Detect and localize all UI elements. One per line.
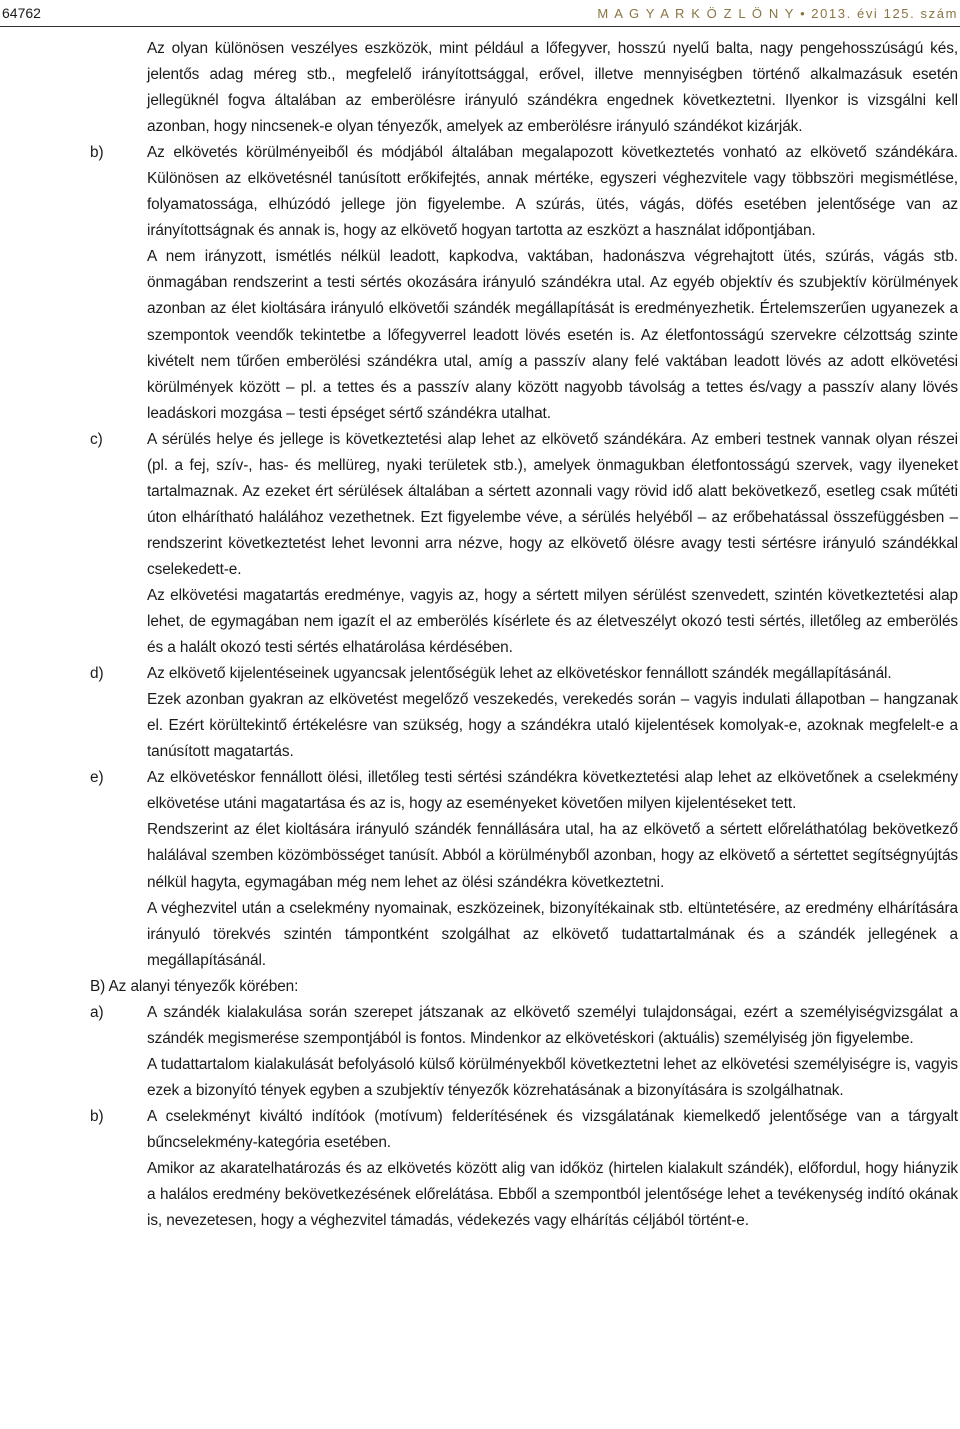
list-item-body [147, 427, 958, 661]
section-heading: B) Az alanyi tényezők körében: [90, 977, 299, 995]
list-marker: d) [90, 665, 104, 683]
list-item-body [147, 661, 958, 765]
issue-label: 2013. évi 125. szám [811, 5, 958, 21]
list-item-c [90, 427, 958, 661]
document-body [90, 36, 958, 1234]
paragraph: Amikor az akaratelhatározás és az elkövetés között alig van időköz (hirtelen kialakult szándék), előfordul, hogy hiányzik a halálos eredmény bekövetkezésének előrelátása. Ebből a szempontból jelentősége lehet a tevékenység indító okának is, nevezetesen, hogy a véghezvitel támadás, védekezés vagy elhárítás céljából történt-e. [147, 1160, 958, 1230]
list-marker: b) [90, 144, 104, 162]
list-marker: a) [90, 1003, 104, 1021]
publication-title: M A G Y A R K Ö Z L Ö N Y [597, 5, 796, 21]
list-item-body [147, 1104, 958, 1234]
paragraph: Az elkövetéskor fennállott ölési, illetőleg testi sértési szándékra következtetési alap lehet az elkövetőnek a cselekmény elkövetése utáni magatartása és az is, hogy az eseményeket követően milyen kijelentéseket tett. [147, 769, 958, 813]
intro-paragraph: Az olyan különösen veszélyes eszközök, mint például a lőfegyver, hosszú nyelű balta, nagy pengehosszúságú kés, jelentős adag méreg stb., megfelelő irányítottsággal, erővel, illetve mennyiségben történő alkalmazásuk esetén jellegüknél fogva általában az emberölésre irányuló szándékra engednek következtetni. Ilyenkor is vizsgálni kell azonban, hogy nincsenek-e olyan tényezők, amelyek az emberölésre irányuló szándékot kizárják. [147, 40, 958, 136]
list-marker: e) [90, 769, 104, 787]
paragraph: Ezek azonban gyakran az elkövetést megelőző veszekedés, verekedés során – vagyis indulati állapotban – hangzanak el. Ezért körültekintő értékelésre van szükség, hogy a szándékra utaló kijelentések komolyak-e, azoknak megfelelt-e a tanúsított magatartás. [147, 691, 958, 761]
paragraph: A cselekményt kiváltó indítóok (motívum) felderítésének és vizsgálatának kiemelkedő jelentősége van a tárgyalt bűncselekmény-kategória esetében. [147, 1107, 958, 1151]
list-item-e [90, 765, 958, 973]
list-item-b-b [90, 1104, 958, 1234]
list-item-b-a [90, 1000, 958, 1104]
list-item-body [147, 1000, 958, 1104]
paragraph: A sérülés helye és jellege is következtetési alap lehet az elkövető szándékára. Az emberi testnek vannak olyan részei (pl. a fej, szív-, has- és mellüreg, nyaki területek stb.), amelyek önmagukban életfontosságú szervek, vagy ilyeneket tartalmaznak. Az ezeket ért sérülések általában a sértett azonnali vagy rövid idő alatt bekövetkező, esetleg csak műtéti úton elhárítható halálához vezethetnek. Ezt figyelembe véve, a sérülés helyéből – az erőbehatással összefüggésben – rendszerint következtetést lehet levonni arra nézve, hogy az elkövető ölésre avagy testi sértésre irányuló szándékkal cselekedett-e. [147, 430, 958, 578]
list-item-body [147, 765, 958, 973]
list-item-body [147, 140, 958, 427]
list-marker: c) [90, 430, 103, 448]
header-rule [0, 26, 960, 27]
page-number: 64762 [2, 5, 41, 21]
paragraph: Az elkövetési magatartás eredménye, vagyis az, hogy a sértett milyen sérülést szenvedett, szintén következtetési alap lehet, de egymagában nem igazít el az emberölés kísérlete és az életveszélyt okozó testi sértés, illetőleg az emberölés és a halált okozó testi sértés elhatárolása kérdésében. [147, 586, 958, 657]
running-head: M A G Y A R K Ö Z L Ö N Y • 2013. évi 125. szám [597, 5, 958, 21]
paragraph: A véghezvitel után a cselekmény nyomainak, eszközeinek, bizonyítékainak stb. eltüntetésére, az eredmény elhárítására irányuló törekvés szintén támpontként szolgálhat az elkövető tudattartalmának és a szándék jellegének a megállapításánál. [147, 899, 958, 969]
page-header [0, 0, 960, 26]
list-item-b [90, 140, 958, 427]
paragraph: Az elkövetés körülményeiből és módjából általában megalapozott következtetés vonható az elkövető szándékára. Különösen az elkövetésnél tanúsított erőkifejtés, annak mértéke, egyszeri véghezvitele vagy többszöri megismétlése, folyamatossága, elhúzódó jellege jön figyelembe. A szúrás, ütés, vágás, döfés esetében jelentősége van az irányítottságnak és annak is, hogy az elkövető hogyan tartotta az eszközt a használat időpontjában. [147, 144, 958, 240]
paragraph: A tudattartalom kialakulását befolyásoló külső körülményekből következtetni lehet az elkövetési személyiségre is, vagyis ezek a bizonyító tények egyben a szubjektív tényezők közrehatásának a bizonyítására is szolgálhatnak. [147, 1055, 958, 1099]
paragraph: A szándék kialakulása során szerepet játszanak az elkövető személyi tulajdonságai, ezért a személyiségvizsgálat a szándék megismerése szempontjából is fontos. Mindenkor az elkövetéskori (aktuális) személyiség jön figyelembe. [147, 1003, 958, 1047]
list-marker: b) [90, 1107, 104, 1125]
paragraph: Az elkövető kijelentéseinek ugyancsak jelentőségük lehet az elkövetéskor fennállott szándék megállapításánál. [147, 665, 892, 683]
paragraph: Rendszerint az élet kioltására irányuló szándék fennállására utal, ha az elkövető a sértett előreláthatólag bekövetkező halálával szemben közömbösséget tanúsít. Abból a körülményből azonban, hogy az elkövető a sértettet segítségnyújtás nélkül hagyta, egymagában még nem lehet az ölési szándékra következtetni. [147, 821, 958, 891]
list-item-d [90, 661, 958, 765]
paragraph: A nem irányzott, ismétlés nélkül leadott, kapkodva, vaktában, hadonászva végrehajtott ütés, szúrás, vágás stb. önmagában rendszerint a testi sértés okozására irányuló szándékra utal. Az egyéb objektív és szubjektív körülmények azonban az élet kioltására irányuló elkövetői szándék megállapítását is eredményezhetik. Értelemszerűen ugyanezek a szempontok veendők tekintetbe a lőfegyverrel leadott lövés esetén is. Az életfontosságú szervekre célzottság szinte kivételt nem tűrően emberölési szándékra utal, amíg a passzív alany felé vaktában leadott lövés az adott elkövetési körülmények között – pl. a tettes és a passzív alany között nagyobb távolság a tettes és/vagy a passzív alany lövés leadáskori mozgása – testi épséget sértő szándékra utalhat. [147, 248, 958, 422]
